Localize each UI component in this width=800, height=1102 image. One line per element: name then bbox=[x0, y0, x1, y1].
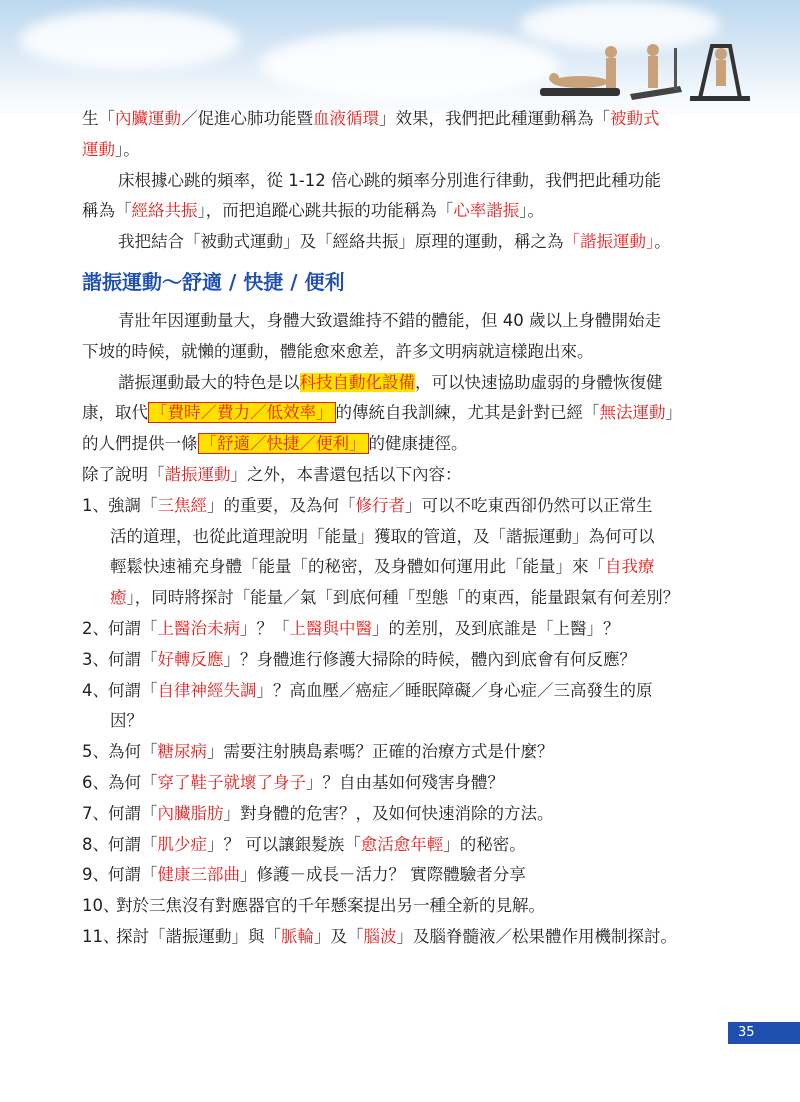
paragraph-line: 康，取代 「費時／費力／低效率」 的傳統自我訓練，尤其是針對已經「無法運動」 bbox=[82, 403, 682, 423]
list-item: 5、 為何「糖尿病」需要注射胰島素嗎？正確的治療方式是什麼？ bbox=[82, 742, 554, 762]
list-item-continuation: 活的道理，也從此道理說明「能量」獲取的管道，及「諧振運動」為何可以 bbox=[110, 526, 655, 546]
paragraph-line: 諧振運動最大的特色是以科技自動化設備，可以快速協助虛弱的身體恢復健 bbox=[118, 372, 663, 392]
list-item: 9、 何謂「健康三部曲」修護－成長－活力？ 實際體驗者分享 bbox=[82, 865, 526, 885]
list-item: 4、 何謂「自律神經失調」？高血壓／癌症／睡眠障礙／身心症／三高發生的原 bbox=[82, 680, 653, 700]
highlight: 科技自動化設備 bbox=[299, 372, 415, 392]
cloud bbox=[20, 10, 240, 70]
paragraph-line: 稱為「經絡共振」，而把追蹤心跳共振的功能稱為「心率諧振」。 bbox=[82, 201, 544, 221]
list-item-continuation: 輕鬆快速補充身體「能量「的秘密，及身體如何運用此「能量」來「自我療 bbox=[110, 557, 655, 577]
list-item: 7、 何謂「內臟脂肪」對身體的危害？，及如何快速消除的方法。 bbox=[82, 803, 554, 823]
list-item: 11、 探討「諧振運動」與「脈輪」及「腦波」及腦脊髓液／松果體作用機制探討。 bbox=[82, 926, 677, 946]
paragraph-line: 生「內臟運動／促進心肺功能暨血液循環」效果，我們把此種運動稱為「被動式 bbox=[82, 109, 660, 128]
paragraph-line: 運動」。 bbox=[82, 139, 140, 159]
section-heading: 諧振運動～舒適 / 快捷 / 便利 bbox=[82, 269, 345, 294]
page-number: 35 bbox=[728, 1022, 800, 1044]
paragraph-line: 床根據心跳的頻率，從 1-12 倍心跳的頻率分別進行律動，我們把此種功能 bbox=[118, 170, 661, 190]
list-item: 6、 為何「穿了鞋子就壞了身子」？自由基如何殘害身體？ bbox=[82, 772, 504, 792]
highlight-box: 「費時／費力／低效率」 bbox=[148, 402, 336, 423]
list-item: 1、 強調「三焦經」的重要，及為何「修行者」可以不吃東西卻仍然可以正常生 bbox=[82, 495, 653, 515]
list-item: 10、 對於三焦沒有對應器官的千年懸案提出另一種全新的見解。 bbox=[82, 896, 545, 916]
list-item-continuation: 因？ bbox=[110, 711, 143, 731]
highlight-box: 「舒適／快捷／便利」 bbox=[198, 433, 369, 454]
list-item: 2、 何謂「上醫治未病」？「上醫與中醫」的差別，及到底誰是「上醫」？ bbox=[82, 618, 620, 638]
list-item-continuation: 癒」，同時將探討「能量／氣「到底何種「型態「的東西，能量跟氣有何差別？ bbox=[110, 588, 680, 608]
exercise-equipment-illustration bbox=[540, 38, 760, 104]
paragraph-line: 除了說明「諧振運動」之外，本書還包括以下內容： bbox=[82, 464, 462, 484]
page-content bbox=[82, 104, 722, 953]
cloud bbox=[260, 30, 560, 100]
paragraph-line: 青壯年因運動量大，身體大致還維持不錯的體能，但 40 歲以上身體開始走 bbox=[118, 310, 661, 330]
paragraph-line: 下坡的時候，就懶的運動，體能愈來愈差，許多文明病就這樣跑出來。 bbox=[82, 341, 594, 361]
paragraph-line: 我把結合「被動式運動」及「經絡共振」原理的運動，稱之為「諧振運動」。 bbox=[118, 232, 671, 252]
list-item: 8、 何謂「肌少症」？ 可以讓銀髮族「愈活愈年輕」的秘密。 bbox=[82, 834, 526, 854]
paragraph-line: 的人們提供一條 「舒適／快捷／便利」 的健康捷徑。 bbox=[82, 434, 468, 454]
list-item: 3、 何謂「好轉反應」？身體進行修護大掃除的時候，體內到底會有何反應？ bbox=[82, 649, 636, 669]
